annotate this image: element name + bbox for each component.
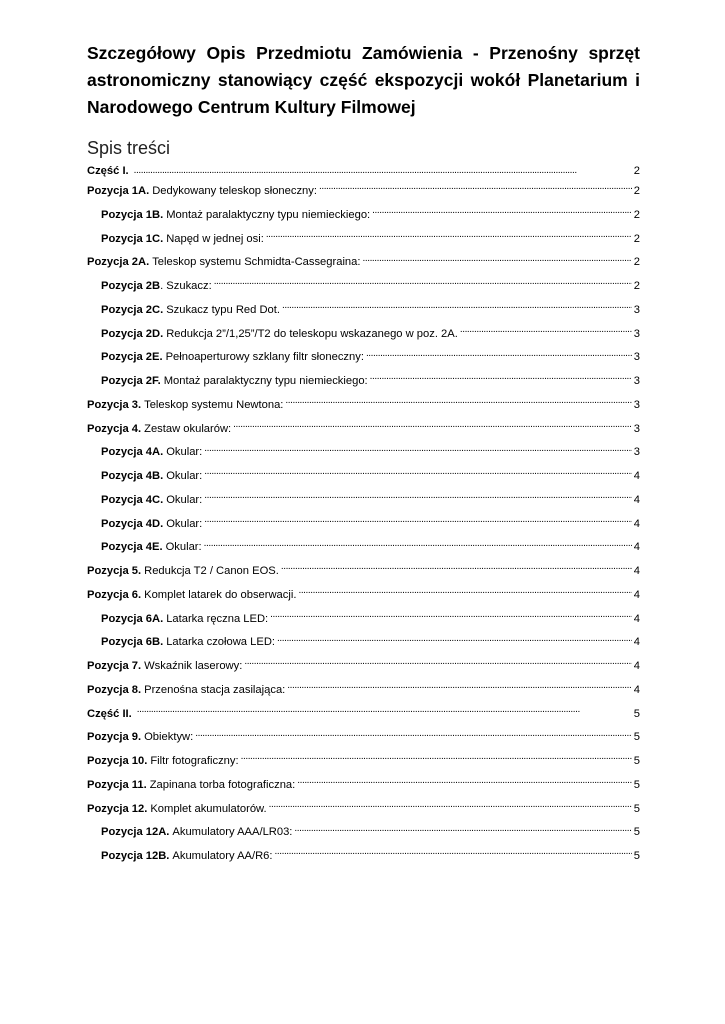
toc-entry-number: Pozycja 12A. (101, 826, 170, 839)
toc-entry[interactable] (87, 418, 640, 442)
toc-entry-number: Pozycja 2C. (101, 303, 164, 316)
toc-entry-title: Przenośna stacja zasilająca: (144, 683, 286, 696)
toc-entry-title: Okular: (166, 446, 203, 459)
toc-entry-number: Pozycja 11. (87, 778, 147, 791)
toc-page-number: 3 (633, 446, 640, 459)
toc-entry-title: . Szukacz: (160, 280, 212, 292)
toc-entry-title: Akumulatory AAA/LR03: (172, 826, 293, 839)
toc-leader-dots (195, 730, 632, 740)
toc-entry-number: Pozycja 4D. (101, 517, 164, 530)
toc-entry[interactable] (87, 346, 640, 370)
toc-leader-dots (281, 564, 632, 574)
toc-entry-title: Okular: (165, 541, 202, 554)
toc-leader-dots (204, 469, 632, 479)
toc-entry[interactable] (87, 441, 640, 465)
toc-entry-number: Pozycja 1B. (101, 208, 164, 221)
toc-entry-number: Pozycja 2E. (101, 351, 163, 364)
toc-page-number: 4 (633, 517, 640, 530)
toc-entry-title: Montaż paralaktyczny typu niemieckiego: (166, 208, 371, 221)
toc-entry-number: Pozycja 2F. (101, 375, 161, 387)
toc-entry-title: Okular: (166, 470, 203, 482)
toc-entry-number: Pozycja 6B. (101, 636, 164, 649)
toc-entry-title: Napęd w jednej osi: (166, 232, 264, 245)
toc-entry[interactable] (87, 275, 640, 299)
toc-entry-title: Zapinana torba fotograficzna: (149, 778, 296, 791)
toc-entry[interactable] (87, 584, 640, 608)
toc-entry[interactable] (87, 180, 640, 204)
toc-entry-number: Pozycja 2B (101, 280, 161, 292)
toc-entry[interactable] (87, 228, 640, 252)
toc-page-number: 5 (633, 850, 640, 862)
toc-entry-title: Filtr fotograficzny: (150, 755, 239, 767)
toc-entry-title: Redukcja T2 / Canon EOS. (144, 565, 279, 577)
toc-page-number: 5 (633, 778, 640, 791)
toc-entry[interactable] (87, 536, 640, 560)
toc-leader-dots (282, 303, 632, 313)
toc-leader-dots (285, 398, 631, 408)
toc-entry[interactable] (87, 679, 640, 703)
toc-entry[interactable] (87, 750, 640, 774)
toc-page-number: 2 (633, 232, 640, 245)
toc-entry-number: Pozycja 3. (87, 398, 142, 411)
toc-entry[interactable] (87, 370, 640, 394)
toc-entry-title: Redukcja 2”/1,25”/T2 do teleskopu wskazanego w poz. 2A. (166, 327, 458, 340)
toc-entry[interactable] (87, 560, 640, 584)
toc-entry[interactable] (87, 394, 640, 418)
toc-entry[interactable] (87, 703, 640, 727)
toc-entry[interactable] (87, 655, 640, 679)
toc-entry[interactable] (87, 513, 640, 537)
toc-leader-dots (275, 849, 632, 859)
toc-leader-dots (137, 707, 632, 717)
toc-entry-title: Komplet akumulatorów. (150, 802, 267, 815)
toc-entry-title: Szukacz typu Red Dot. (166, 303, 280, 316)
toc-leader-dots (287, 683, 631, 693)
toc-entry-number: Pozycja 6A. (101, 612, 164, 625)
toc-entry[interactable] (87, 251, 640, 275)
toc-entry-number: Część I. (87, 165, 129, 177)
toc-page-number: 3 (633, 375, 640, 387)
toc-page-number: 2 (633, 256, 640, 269)
toc-entry-number: Pozycja 4. (87, 422, 142, 435)
toc-entry-title: Akumulatory AA/R6: (172, 850, 273, 862)
toc-entry-number: Pozycja 5. (87, 565, 142, 577)
toc-page-number: 3 (633, 327, 640, 340)
table-of-contents (87, 163, 640, 869)
toc-entry[interactable] (87, 465, 640, 489)
toc-entry-number: Pozycja 10. (87, 755, 148, 767)
toc-entry-title: Obiektyw: (144, 731, 194, 744)
toc-page-number: 5 (633, 755, 640, 767)
toc-leader-dots (297, 778, 632, 788)
toc-entry-title: Zestaw okularów: (144, 422, 232, 435)
toc-entry[interactable] (87, 163, 640, 180)
toc-entry[interactable] (87, 608, 640, 632)
toc-entry-number: Pozycja 2A. (87, 256, 150, 269)
toc-leader-dots (294, 825, 631, 835)
toc-page-number: 4 (633, 541, 640, 554)
toc-page-number: 4 (633, 636, 640, 649)
toc-entry-title: Teleskop systemu Newtona: (144, 398, 284, 411)
toc-entry[interactable] (87, 798, 640, 822)
toc-page-number: 2 (633, 208, 640, 221)
toc-entry[interactable] (87, 323, 640, 347)
toc-leader-dots (370, 374, 632, 384)
toc-entry-number: Pozycja 4C. (101, 493, 164, 506)
toc-page-number: 4 (633, 588, 640, 601)
toc-leader-dots (366, 350, 632, 360)
toc-page-number: 2 (633, 280, 640, 292)
toc-leader-dots (241, 754, 632, 764)
toc-entry-title: Okular: (166, 493, 203, 506)
toc-entry-number: Pozycja 6. (87, 588, 142, 601)
toc-entry-title: Dedykowany teleskop słoneczny: (152, 185, 317, 197)
toc-entry-number: Pozycja 2D. (101, 327, 164, 340)
toc-leader-dots (204, 517, 632, 527)
toc-entry[interactable] (87, 299, 640, 323)
toc-leader-dots (134, 164, 632, 174)
document-page (87, 40, 640, 869)
toc-leader-dots (319, 184, 632, 194)
toc-page-number: 5 (633, 826, 640, 839)
toc-page-number: 2 (633, 165, 640, 177)
toc-page-number: 5 (633, 802, 640, 815)
toc-leader-dots (204, 445, 632, 455)
toc-entry[interactable] (87, 489, 640, 513)
toc-leader-dots (372, 208, 632, 218)
toc-entry-number: Pozycja 12B. (101, 850, 170, 862)
toc-leader-dots (244, 659, 631, 669)
toc-page-number: 4 (633, 612, 640, 625)
document-title: Szczegółowy Opis Przedmiotu Zamówienia - Przenośny sprzęt astronomiczny stanowiący część ekspozycji wokół Planetarium i Narodowego Centrum Kultury Filmowej (87, 43, 640, 117)
toc-entry[interactable] (87, 821, 640, 845)
toc-page-number: 4 (633, 565, 640, 577)
toc-leader-dots (298, 588, 631, 598)
toc-heading: Spis treści (87, 138, 171, 158)
toc-page-number: 3 (633, 422, 640, 435)
toc-page-number: 5 (633, 731, 640, 744)
toc-entry-title: Latarka ręczna LED: (166, 612, 269, 625)
toc-page-number: 4 (633, 470, 640, 482)
toc-entry-title: Teleskop systemu Schmidta-Cassegraina: (152, 256, 361, 269)
toc-page-number: 4 (633, 493, 640, 506)
toc-entry-number: Część II. (87, 707, 132, 720)
toc-leader-dots (204, 540, 632, 550)
toc-leader-dots (363, 255, 632, 265)
toc-entry-number: Pozycja 1A. (87, 185, 150, 197)
toc-page-number: 5 (633, 707, 640, 720)
toc-leader-dots (270, 612, 632, 622)
toc-entry-title: Montaż paralaktyczny typu niemieckiego: (163, 375, 368, 387)
toc-page-number: 3 (633, 398, 640, 411)
toc-entry-number: Pozycja 4B. (101, 470, 164, 482)
toc-entry[interactable] (87, 631, 640, 655)
toc-entry-number: Pozycja 4A. (101, 446, 164, 459)
toc-leader-dots (269, 802, 632, 812)
toc-entry-title: Wskaźnik laserowy: (144, 660, 243, 672)
toc-entry-title: Komplet latarek do obserwacji. (144, 588, 297, 601)
toc-page-number: 2 (633, 185, 640, 197)
toc-entry-number: Pozycja 8. (87, 683, 142, 696)
toc-entry[interactable] (87, 774, 640, 798)
toc-entry[interactable] (87, 845, 640, 869)
toc-entry-number: Pozycja 12. (87, 802, 148, 815)
toc-page-number: 3 (633, 303, 640, 316)
toc-leader-dots (233, 422, 632, 432)
toc-page-number: 4 (633, 660, 640, 672)
toc-leader-dots (266, 232, 632, 242)
toc-entry[interactable] (87, 204, 640, 228)
toc-leader-dots (277, 635, 632, 645)
toc-page-number: 4 (633, 683, 640, 696)
toc-leader-dots (214, 279, 632, 289)
toc-entry-number: Pozycja 9. (87, 731, 142, 744)
toc-entry-number: Pozycja 1C. (101, 232, 164, 245)
toc-entry-title: Latarka czołowa LED: (166, 636, 276, 649)
toc-entry-title: Okular: (166, 517, 203, 530)
toc-entry-number: Pozycja 7. (87, 660, 142, 672)
toc-entry-number: Pozycja 4E. (101, 541, 163, 554)
toc-leader-dots (460, 327, 632, 337)
toc-entry-title: Pełnoaperturowy szklany filtr słoneczny: (165, 351, 364, 364)
toc-leader-dots (204, 493, 632, 503)
toc-entry[interactable] (87, 726, 640, 750)
toc-page-number: 3 (633, 351, 640, 364)
